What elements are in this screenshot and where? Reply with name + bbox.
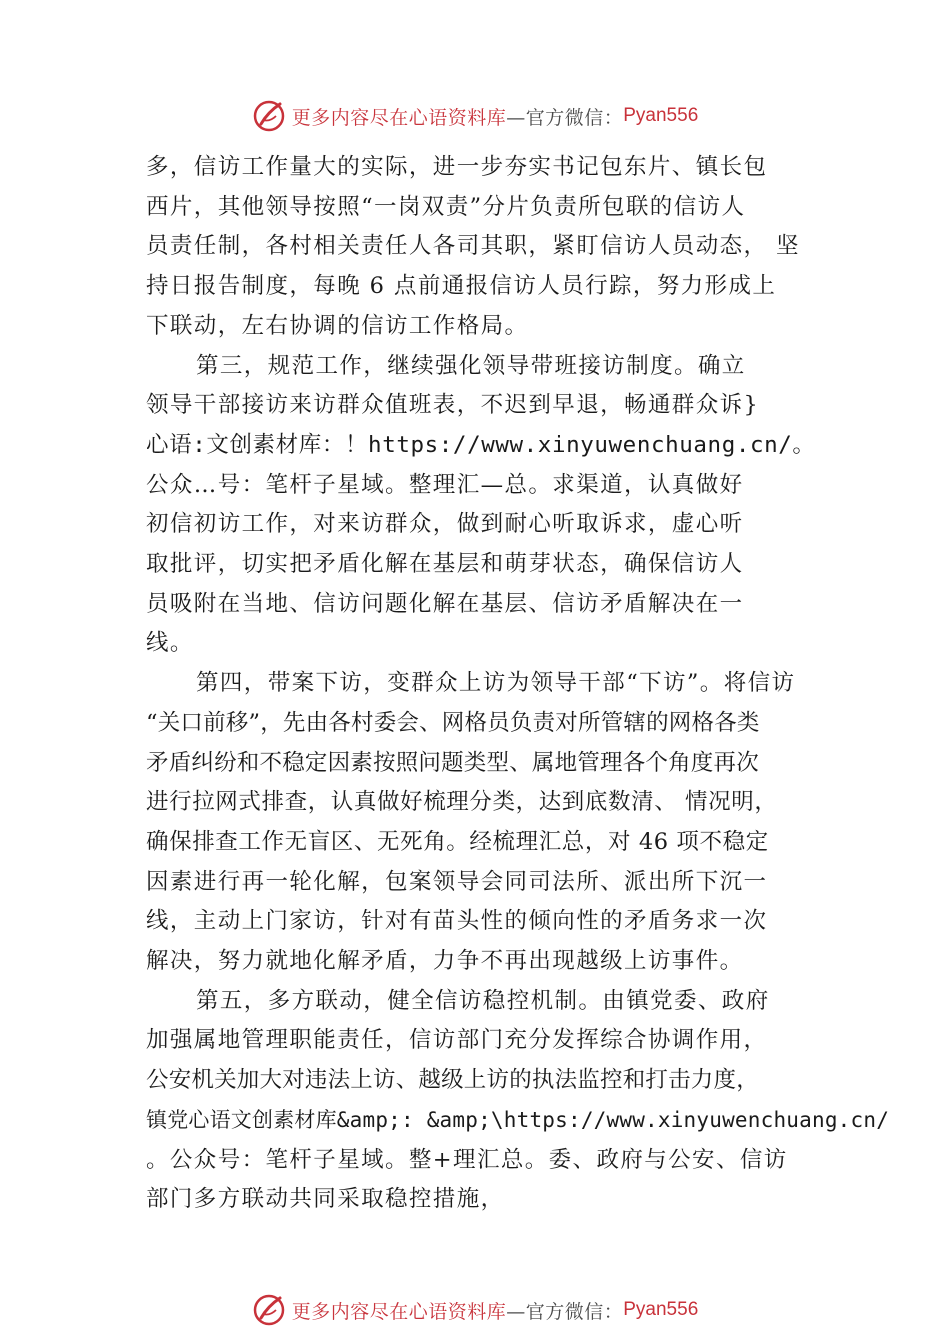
text-line: 西片，其他领导按照“一岗双责”分片负责所包联的信访人 xyxy=(146,193,746,220)
text-line: 领导干部接访来访群众值班表，不迟到早退，畅通群众诉} xyxy=(146,392,760,419)
text-line: 确保排查工作无盲区、无死角。经梳理汇总，对 46 项不稳定 xyxy=(146,828,769,855)
text-line: 初信初访工作，对来访群众，做到耐心听取诉求，虚心听 xyxy=(146,511,744,538)
text-line: 因素进行再一轮化解，包案领导会同司法所、派出所下沉一 xyxy=(146,868,768,895)
banner-wechat-handle: Pyan556 xyxy=(623,1299,699,1320)
text-line: 。公众号：笔杆子星域。整+理汇总。委、政府与公安、信访 xyxy=(146,1146,788,1173)
banner-wechat-label: —官方微信： xyxy=(506,1300,624,1323)
banner-wechat-handle: Pyan556 xyxy=(623,105,699,126)
text-line: 心语:文创素材库：！https://www.xinyuwenchuang.cn/。 xyxy=(146,431,816,458)
text-line: 第三，规范工作，继续强化领导带班接访制度。确立 xyxy=(196,352,746,379)
text-line: 矛盾纠纷和不稳定因素按照问题类型、属地管理各个角度再次 xyxy=(146,749,759,776)
text-line: 第四，带案下访，变群众上访为领导干部“下访”。将信访 xyxy=(196,670,796,697)
text-line: 下联动，左右协调的信访工作格局。 xyxy=(146,312,529,339)
paragraph-third xyxy=(146,347,818,665)
text-line: 部门多方联动共同采取稳控措施， xyxy=(146,1186,505,1213)
text-line: 持日报告制度，每晚 6 点前通报信访人员行踪，努力形成上 xyxy=(146,273,777,300)
text-line: 线。 xyxy=(146,630,194,657)
text-line: 第五，多方联动，健全信访稳控机制。由镇党委、政府 xyxy=(196,987,770,1014)
text-line: “关口前移”，先由各村委会、网格员负责对所管辖的网格各类 xyxy=(146,709,760,736)
text-line: 取批评，切实把矛盾化解在基层和萌芽状态，确保信访人 xyxy=(146,551,744,578)
brush-logo-icon xyxy=(252,98,288,134)
text-line: 多，信访工作量大的实际，进一步夯实书记包东片、镇长包 xyxy=(146,154,768,180)
text-line: 员责任制，各村相关责任人各司其职，紧盯信访人员动态， 坚 xyxy=(146,233,800,260)
text-line: 员吸附在当地、信访问题化解在基层、信访矛盾解决在一 xyxy=(146,590,744,617)
paragraph-continuation xyxy=(146,148,818,347)
brush-logo-icon xyxy=(252,1292,288,1328)
header-watermark-banner xyxy=(0,96,950,136)
footer-watermark-banner xyxy=(0,1290,950,1330)
paragraph-fifth xyxy=(146,982,890,1220)
banner-wechat-label: —官方微信： xyxy=(506,106,624,129)
text-line: 镇党心语文创素材库&amp;: &amp;\https://www.xinyuwenchuang.cn/ xyxy=(146,1107,890,1132)
text-line: 解决，努力就地化解矛盾，力争不再出现越级上访事件。 xyxy=(146,948,744,975)
banner-brand-text: 更多内容尽在心语资料库 xyxy=(291,106,507,129)
text-line: 线，主动上门家访，针对有苗头性的倾向性的矛盾务求一次 xyxy=(146,908,768,935)
text-line: 进行拉网式排查，认真做好梳理分类，达到底数清、 情况明， xyxy=(146,789,778,816)
text-line: 加强属地管理职能责任，信访部门充分发挥综合协调作用， xyxy=(146,1027,768,1054)
text-line: 公安机关加大对违法上访、越级上访的执法监控和打击力度， xyxy=(146,1067,759,1094)
banner-brand-text: 更多内容尽在心语资料库 xyxy=(291,1300,507,1323)
paragraph-fourth xyxy=(146,664,818,982)
document-body xyxy=(146,148,890,1220)
text-line: 公众…号：笔杆子星域。整理汇—总。求渠道，认真做好 xyxy=(146,471,744,498)
